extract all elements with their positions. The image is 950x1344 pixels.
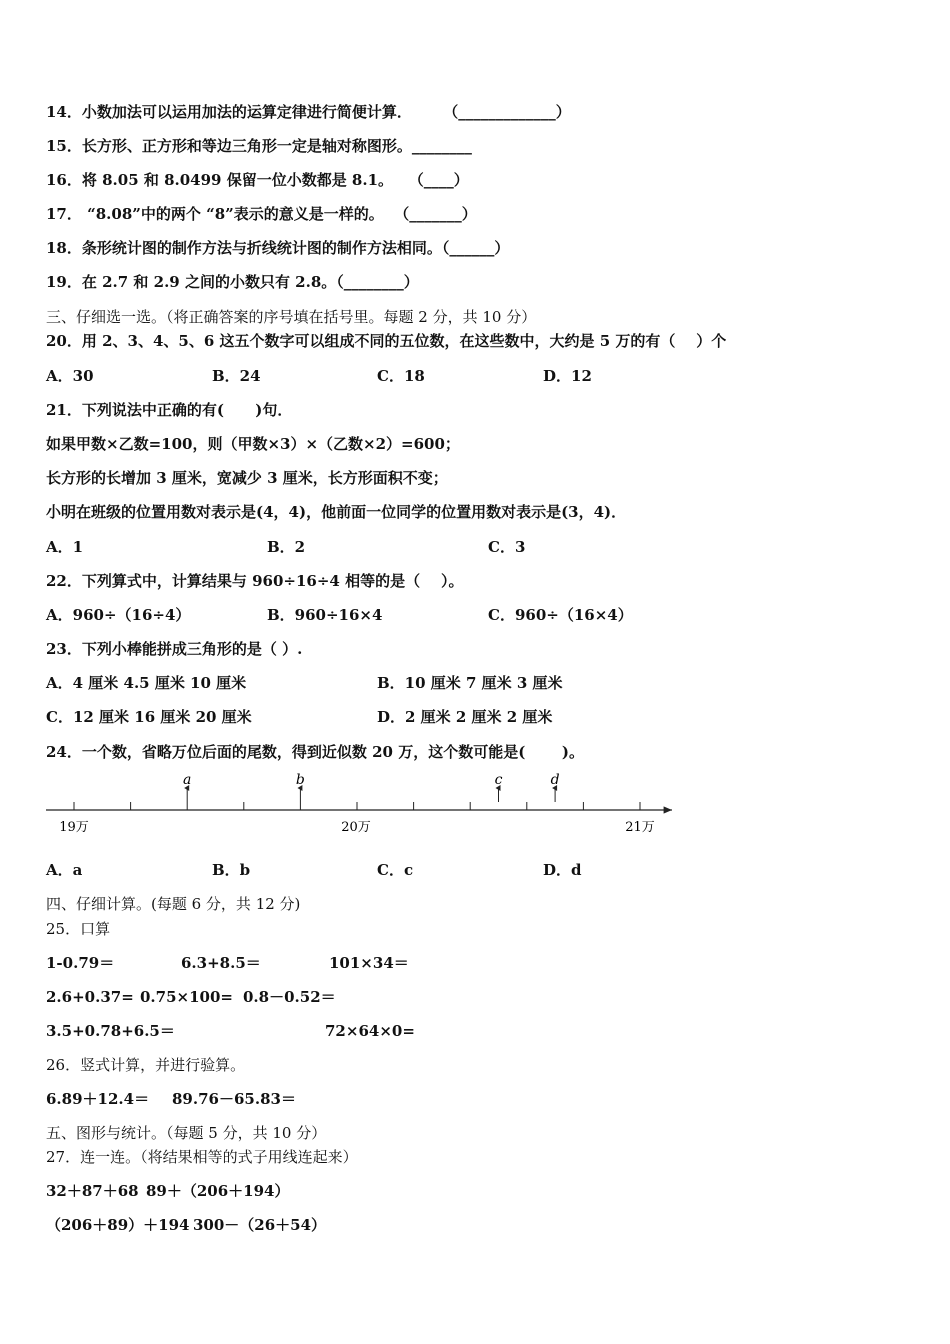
label-19wan: 19万 (59, 820, 89, 835)
point-label-d: d (550, 772, 560, 788)
q20-option-c: C．18 (377, 367, 425, 385)
question-25: 25．口算 (46, 920, 111, 938)
q27-r2-item-2: 300－（26＋54） (193, 1216, 327, 1234)
q23-option-c: C．12 厘米 16 厘米 20 厘米 (46, 708, 252, 726)
question-26: 26．竖式计算，并进行验算。 (46, 1056, 246, 1074)
q21-statement-2: 长方形的长增加 3 厘米，宽减少 3 厘米，长方形面积不变； (46, 469, 448, 487)
number-line-ticks (74, 802, 640, 810)
point-label-a: a (183, 772, 192, 788)
section-3-heading: 三、仔细选一选。（将正确答案的序号填在括号里。每题 2 分，共 10 分） (46, 308, 537, 326)
point-label-c: c (494, 772, 503, 788)
q27-r1-item-2: 89＋（206＋194） (146, 1182, 290, 1200)
q20-option-b: B．24 (212, 367, 261, 385)
q22-option-a: A．960÷（16÷4） (46, 606, 191, 624)
question-16: 16．将 8.05 和 8.0499 保留一位小数都是 8.1。 （____） (46, 171, 469, 189)
question-27: 27．连一连。（将结果相等的式子用线连起来） (46, 1148, 358, 1166)
number-line (40, 765, 680, 837)
q26-item-2: 89.76－65.83＝ (172, 1090, 296, 1108)
q25-r1-item-3: 101×34＝ (329, 954, 409, 972)
q25-r2-item-2: 0.75×100= (140, 988, 233, 1006)
question-23: 23．下列小棒能拼成三角形的是（ ）. (46, 640, 303, 658)
question-21: 21．下列说法中正确的有( )句． (46, 401, 293, 419)
q21-option-b: B．2 (267, 538, 306, 556)
label-21wan: 21万 (625, 820, 655, 835)
q20-option-d: D．12 (543, 367, 592, 385)
point-label-b: b (295, 772, 305, 788)
question-18: 18．条形统计图的制作方法与折线统计图的制作方法相同。（______） (46, 239, 510, 257)
q20-option-a: A．30 (46, 367, 94, 385)
section-4-heading: 四、仔细计算。(每题 6 分，共 12 分) (46, 895, 301, 913)
question-20: 20．用 2、3、4、5、6 这五个数字可以组成不同的五位数，在这些数中，大约是 5 万的有（ ）个 (46, 332, 727, 350)
q24-option-a: A．a (46, 861, 83, 879)
q25-r2-item-1: 2.6+0.37= (46, 988, 134, 1006)
q24-option-d: D．d (543, 861, 582, 879)
q25-r2-item-3: 0.8－0.52＝ (243, 988, 336, 1006)
q27-r1-item-1: 32＋87＋68 (46, 1182, 139, 1200)
q25-r1-item-1: 1-0.79＝ (46, 954, 115, 972)
q22-option-c: C．960÷（16×4） (488, 606, 633, 624)
question-22: 22．下列算式中，计算结果与 960÷16÷4 相等的是（ ）。 (46, 572, 464, 590)
q22-option-b: B．960÷16×4 (267, 606, 383, 624)
q21-statement-3: 小明在班级的位置用数对表示是(4，4)，他前面一位同学的位置用数对表示是(3，4)． (46, 503, 627, 521)
q23-option-d: D．2 厘米 2 厘米 2 厘米 (377, 708, 553, 726)
q23-option-b: B．10 厘米 7 厘米 3 厘米 (377, 674, 563, 692)
q26-item-1: 6.89＋12.4＝ (46, 1090, 150, 1108)
question-15: 15．长方形、正方形和等边三角形一定是轴对称图形。________ (46, 137, 472, 155)
q21-statement-1: 如果甲数×乙数=100，则（甲数×3）×（乙数×2）=600； (46, 435, 460, 453)
question-14: 14．小数加法可以运用加法的运算定律进行简便计算． （_____________） (46, 103, 571, 121)
section-5-heading: 五、图形与统计。（每题 5 分，共 10 分） (46, 1124, 327, 1142)
question-17: 17． “8.08”中的两个 “8”表示的意义是一样的。 （_______） (46, 205, 477, 223)
label-20wan: 20万 (341, 820, 371, 835)
q21-option-c: C．3 (488, 538, 526, 556)
question-24: 24．一个数，省略万位后面的尾数，得到近似数 20 万，这个数可能是( )。 (46, 743, 584, 761)
q27-r2-item-1: （206＋89）＋194 (46, 1216, 190, 1234)
number-line-points (183, 772, 560, 802)
q21-option-a: A．1 (46, 538, 84, 556)
q24-option-c: C．c (377, 861, 414, 879)
q23-option-a: A．4 厘米 4.5 厘米 10 厘米 (46, 674, 247, 692)
q25-r3-item-1: 3.5+0.78+6.5＝ (46, 1022, 175, 1040)
q25-r3-item-2: 72×64×0= (325, 1022, 415, 1040)
q25-r1-item-2: 6.3+8.5＝ (181, 954, 261, 972)
question-19: 19．在 2.7 和 2.9 之间的小数只有 2.8。（________） (46, 273, 419, 291)
q24-option-b: B．b (212, 861, 251, 879)
